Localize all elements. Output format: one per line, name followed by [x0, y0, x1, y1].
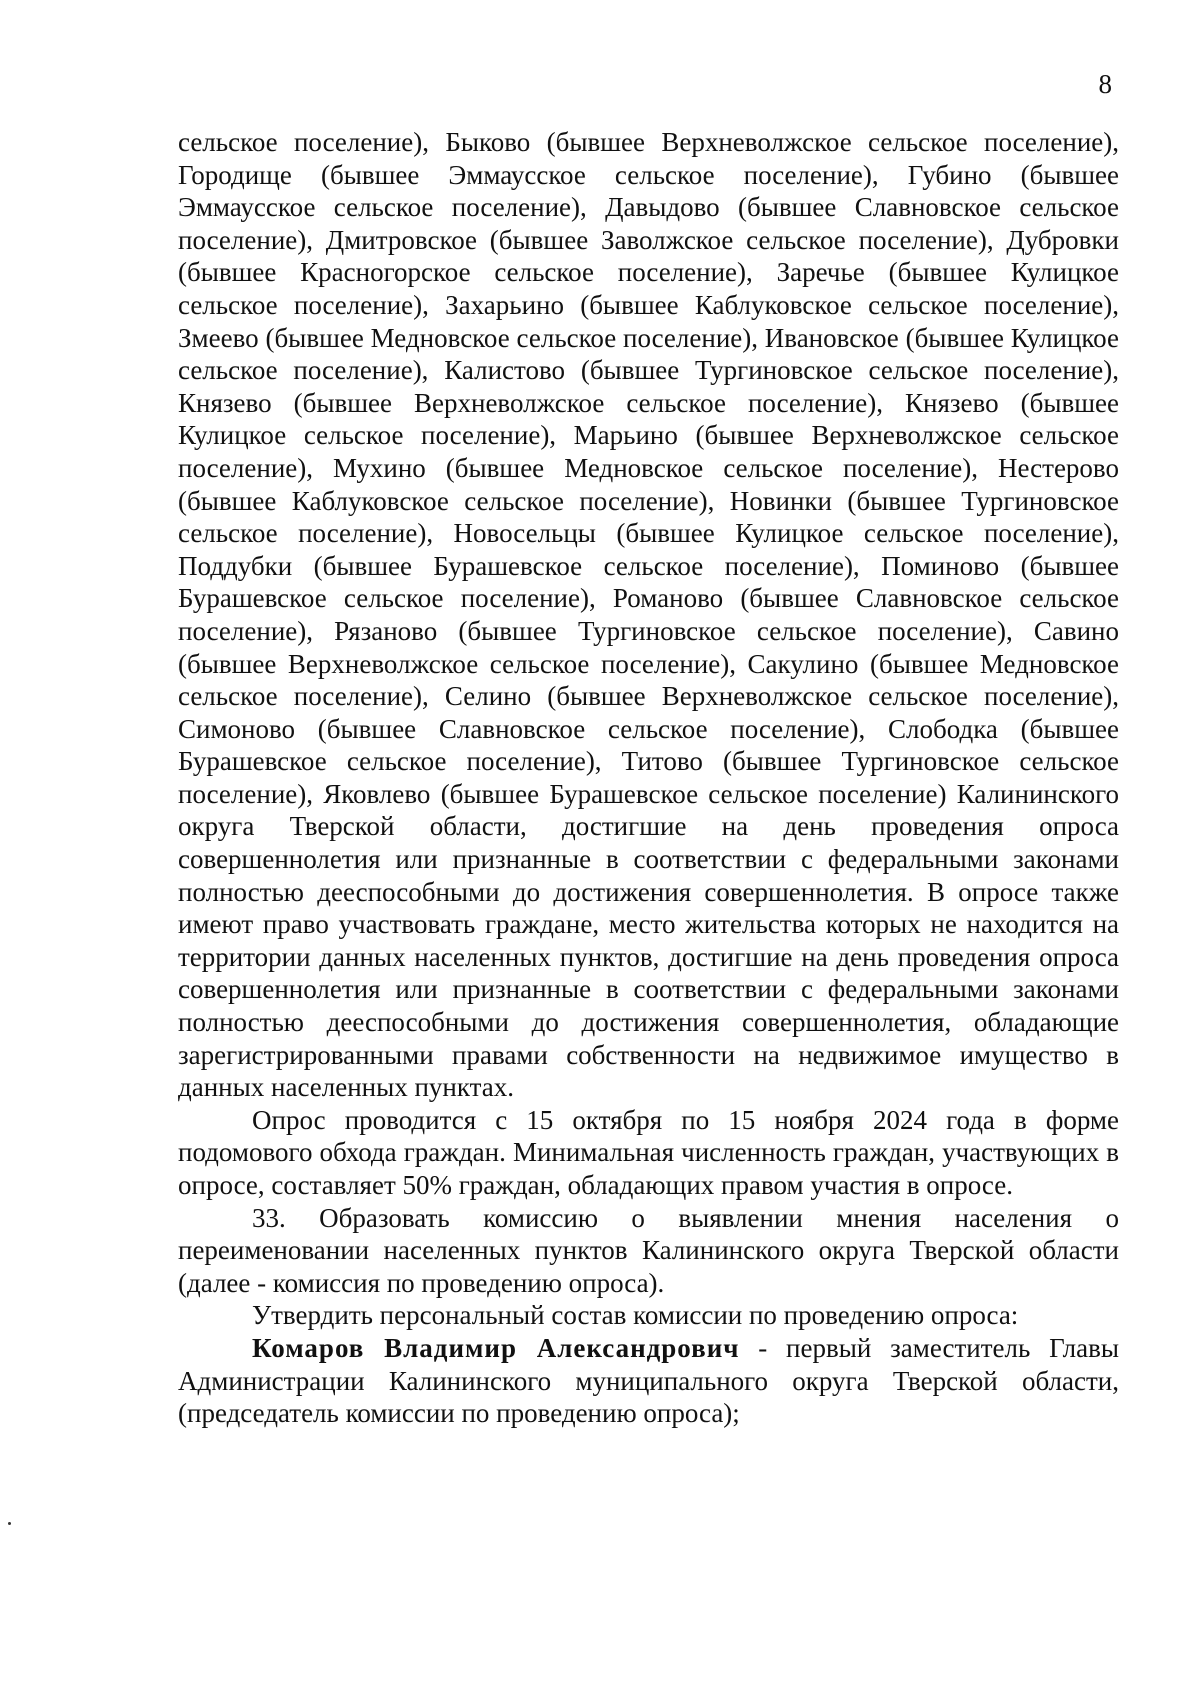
- chair-name: Комаров Владимир Александрович: [252, 1332, 740, 1363]
- scan-speck: [8, 1522, 11, 1525]
- paragraph-settlements-list: сельское поселение), Быково (бывшее Верхневолжское сельское поселение), Городище (бывшее Эммаусское сельское поселение), Губино (бывшее Эммаусское сельское поселение), Давыдово (бывшее Славновское сельское поселение), Дмитровское (бывшее Заволжское сельское поселение), Дубровки (бывшее Красногорское сельское поселение), Заречье (бывшее Кулицкое сельское поселение), Захарьино (бывшее Каблуковское сельское поселение), Змеево (бывшее Медновское сельское поселение), Ивановское (бывшее Кулицкое сельское поселение), Калистово (бывшее Тургиновское сельское поселение), Князево (бывшее Верхневолжское сельское поселение), Князево (бывшее Кулицкое сельское поселение), Марьино (бывшее Верхневолжское сельское поселение), Мухино (бывшее Медновское сельское поселение), Нестерово (бывшее Каблуковское сельское поселение), Новинки (бывшее Тургиновское сельское поселение), Новосельцы (бывшее Кулицкое сельское поселение), Поддубки (бывшее Бурашевское сельское поселение), Поминово (бывшее Бурашевское сельское поселение), Романово (бывшее Славновское сельское поселение), Рязаново (бывшее Тургиновское сельское поселение), Савино (бывшее Верхневолжское сельское поселение), Сакулино (бывшее Медновское сельское поселение), Селино (бывшее Верхневолжское сельское поселение), Симоново (бывшее Славновское сельское поселение), Слободка (бывшее Бурашевское сельское поселение), Титово (бывшее Тургиновское сельское поселение), Яковлево (бывшее Бурашевское сельское поселение) Калининского округа Тверской области, достигшие на день проведения опроса совершеннолетия или признанные в соответствии с федеральными законами полностью дееспособными до достижения совершеннолетия. В опросе также имеют право участвовать граждане, место жительства которых не находится на территории данных населенных пунктов, достигшие на день проведения опроса совершеннолетия или признанные в соответствии с федеральными законами полностью дееспособными до достижения совершеннолетия, обладающие зарегистрированными правами собственности на недвижимое имущество в данных населенных пунктах.: [178, 127, 1119, 1103]
- chair-position: - первый заместитель Главы Администрации Калининского муниципального округа Тверской области, (председатель комиссии по проведению опроса);: [178, 1332, 1119, 1429]
- paragraph-approve-composition: Утвердить персональный состав комиссии по проведению опроса:: [252, 1300, 1019, 1331]
- paragraph-survey-period: Опрос проводится с 15 октября по 15 ноября 2024 года в форме подомового обхода граждан. Минимальная численность граждан, участвующих в опросе, составляет 50% граждан, обладающих правом участия в опросе.: [178, 1104, 1119, 1200]
- page-number: 8: [1098, 69, 1112, 99]
- document-body: [178, 126, 1119, 1430]
- paragraph-item-33: 33. Образовать комиссию о выявлении мнения населения о переименовании населенных пунктов Калининского округа Тверской области (далее - комиссия по проведению опроса).: [178, 1202, 1119, 1298]
- paragraph-commission-chair: [178, 1332, 1119, 1430]
